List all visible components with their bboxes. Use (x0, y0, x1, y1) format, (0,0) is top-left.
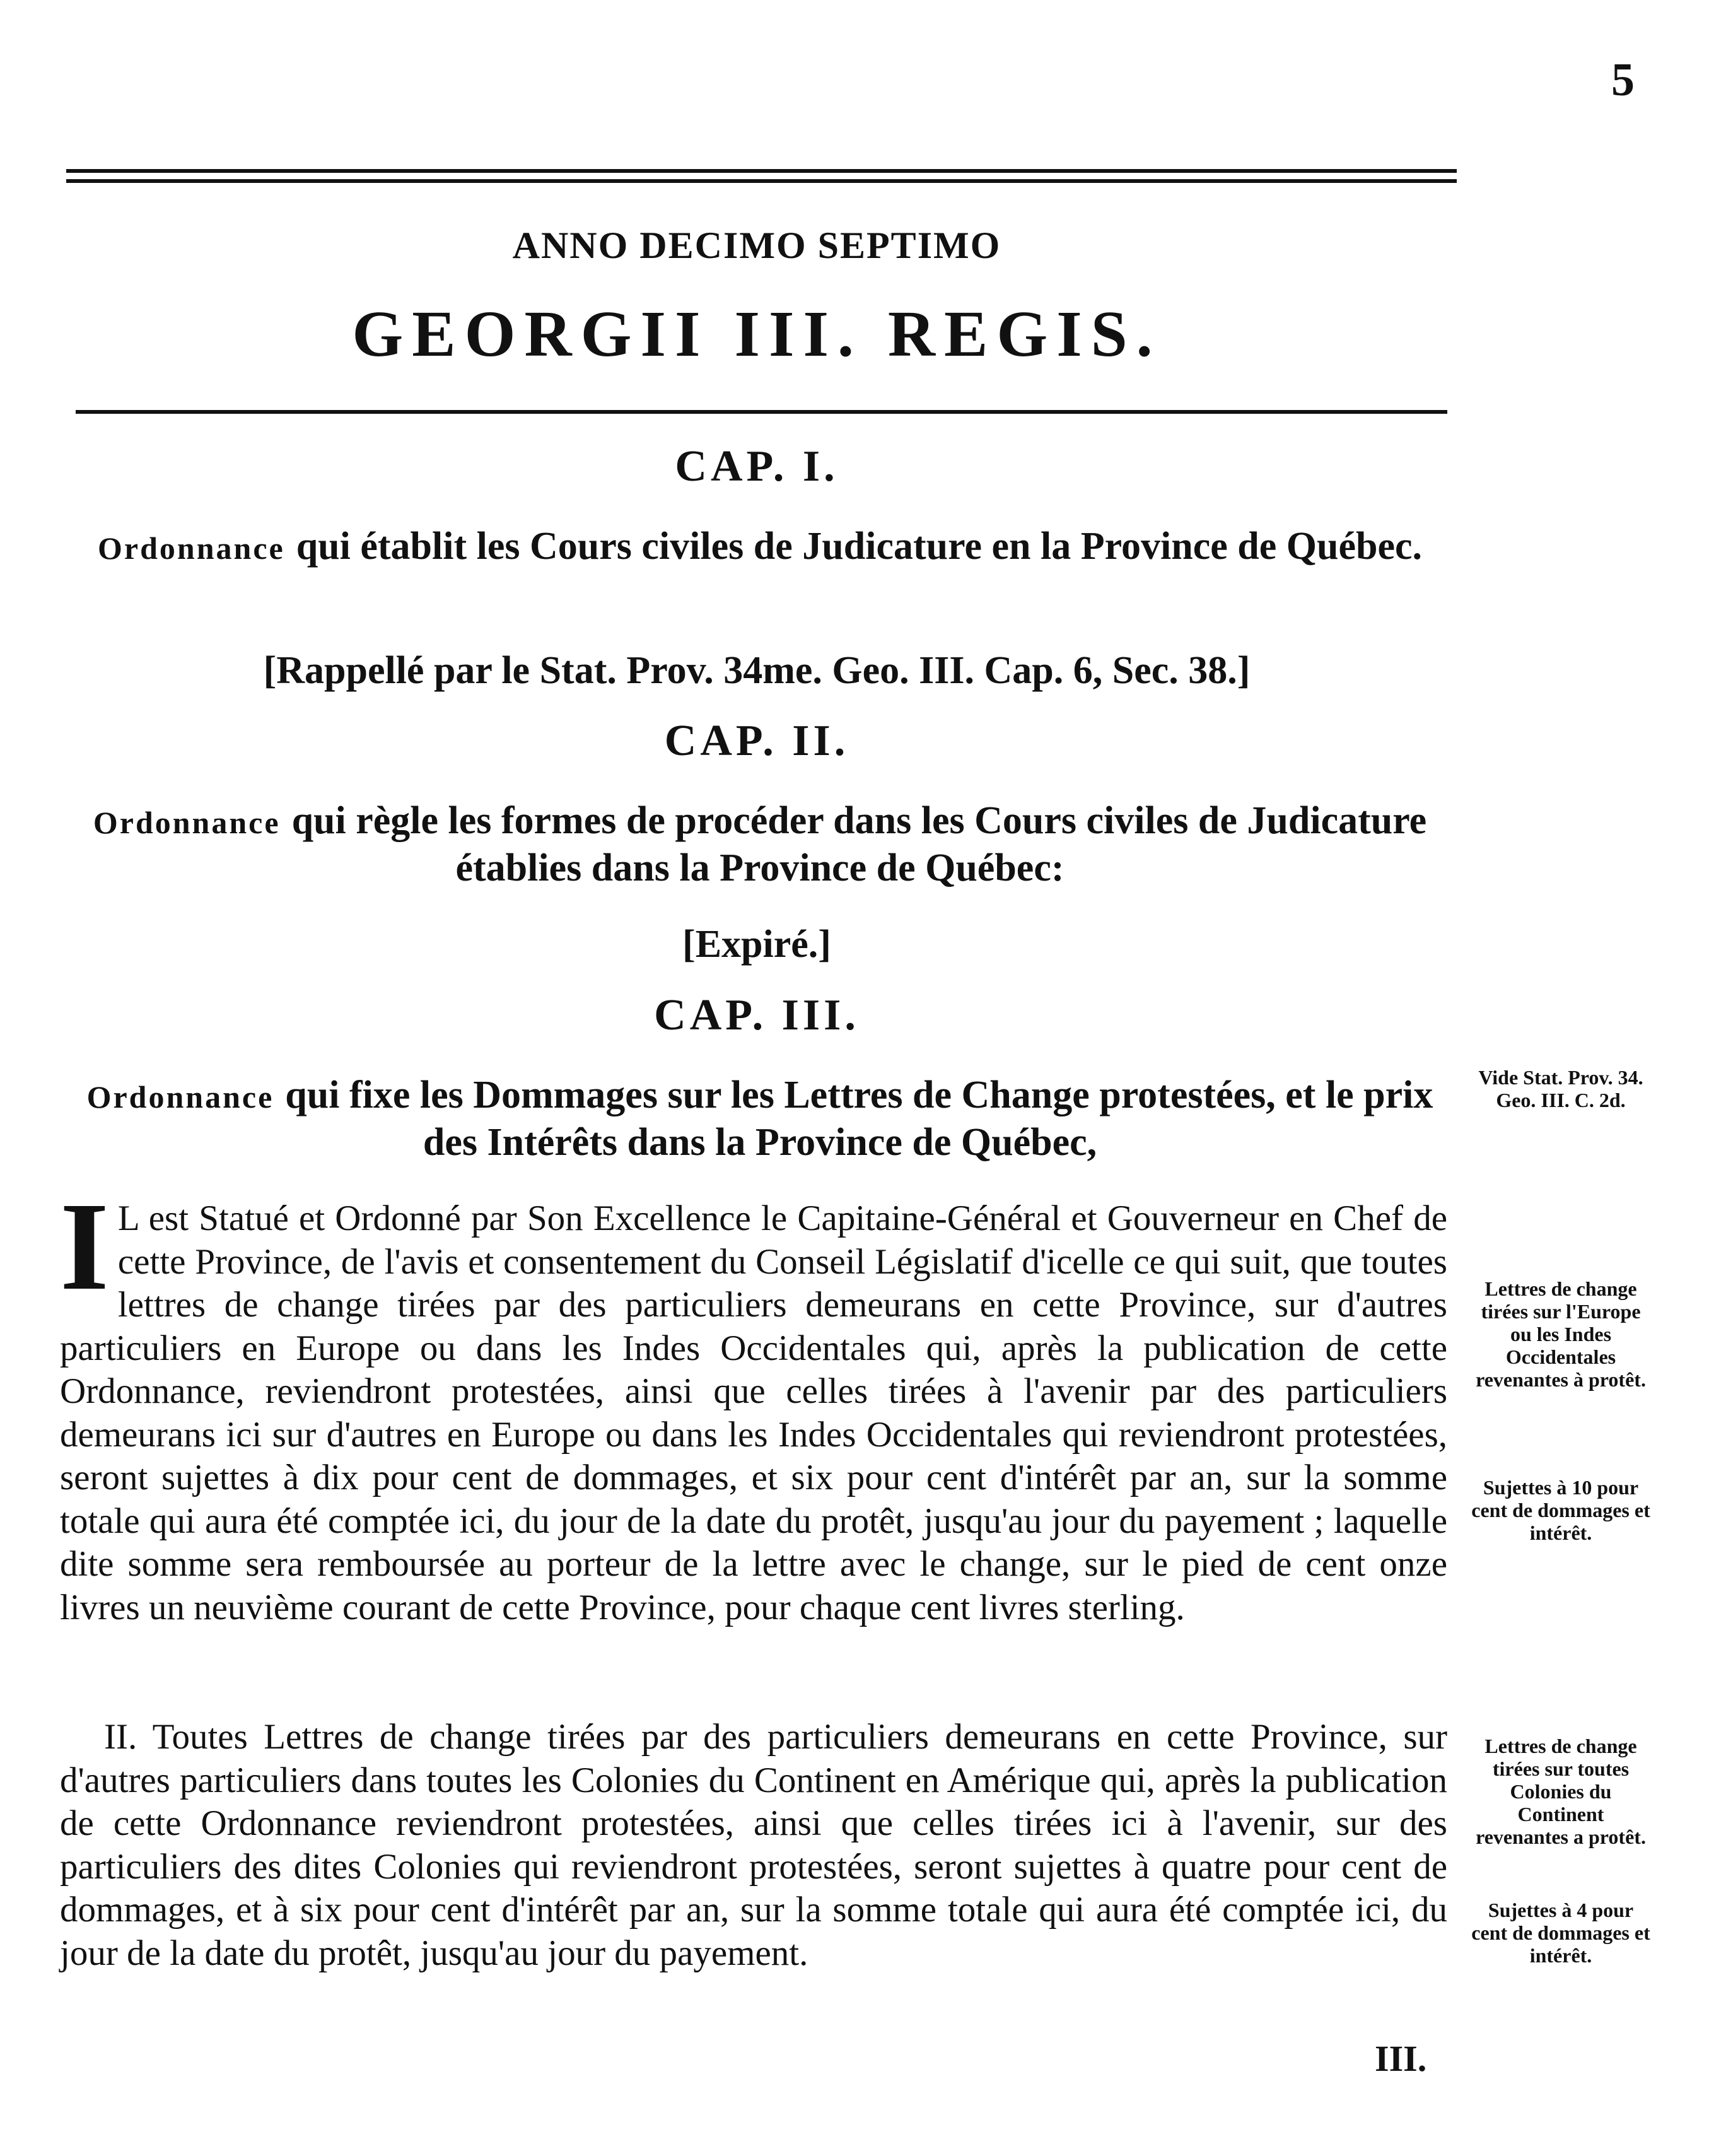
margin-note-sujettes-4: Sujettes à 4 pour cent de dommages et intérêt. (1471, 1899, 1650, 1967)
cap-3-title-text: qui fixe les Dommages sur les Lettres de Change protestées, et le prix des Intérêts dans la Province de Québec, (285, 1074, 1433, 1164)
header-double-rule (66, 169, 1457, 183)
cap-1-title (57, 524, 1463, 571)
regis-heading: GEORGII III. REGIS. (352, 298, 1162, 370)
ordonnance-label: Ordonnance (98, 530, 285, 566)
cap-3-title (57, 1072, 1463, 1165)
margin-note-lettres-europe: Lettres de change tirées sur l'Europe ou les Indes Occidentales revenantes à protêt. (1476, 1277, 1646, 1391)
cap-3-heading: CAP. III. (654, 991, 860, 1040)
ordonnance-label: Ordonnance (93, 805, 281, 840)
paragraph-2: II. Toutes Lettres de change tirées par des particuliers demeurans en cette Province, sur d'autres particuliers dans toutes les Colonies du Continent en Amérique qui, après la publication de cette Ordonnance reviendront protestées, ainsi que celles tirées ici à l'avenir, sur des particuliers des dites Colonies qui reviendront protestées, seront sujettes à quatre pour cent de dommages, et à six pour cent d'intérêt par an, sur la somme totale qui aura été comptée ici, du jour de la date du protêt, jusqu'au jour du payement. (60, 1717, 1447, 1973)
heading-rule (76, 410, 1447, 414)
cap-2-heading: CAP. II. (664, 717, 849, 765)
margin-note-lettres-colonies: Lettres de change tirées sur toutes Colonies du Continent revenantes a protêt. (1476, 1735, 1646, 1848)
paragraph-1-text: L est Statué et Ordonné par Son Excellence le Capitaine-Général et Gouverneur en Chef de cette Province, de l'avis et consentement du Conseil Législatif d'icelle ce qui suit, que toutes lettres de change tirées par des particuliers demeurans en cette Province, sur d'autres particuliers en Europe ou dans les Indes Occidentales qui, après la publication de cette Ordonnance, reviendront protestées, ainsi que celles tirées à l'avenir par des particuliers demeurans ici sur d'autres en Europe ou dans les Indes Occidentales qui reviendront protestées, seront sujettes à dix pour cent de dommages, et six pour cent d'intérêt par an, sur la somme totale qui aura été comptée ici, du jour de la date du protêt, jusqu'au jour du payement ; laquelle dite somme sera remboursée au porteur de la lettre avec le change, sur le pied de cent onze livres un neuvième courant de cette Province, pour chaque cent livres sterling. (60, 1198, 1447, 1627)
cap-2-title (57, 798, 1463, 891)
ordonnance-label: Ordonnance (86, 1079, 274, 1115)
cap-1-title-text: qui établit les Cours civiles de Judicature en la Province de Québec. (296, 525, 1422, 568)
cap-1-heading: CAP. I. (675, 442, 839, 491)
cap-1-note: [Rappellé par le Stat. Prov. 34me. Geo. III. Cap. 6, Sec. 38.] (263, 649, 1251, 692)
drop-cap: I (60, 1177, 109, 1316)
anno-heading: ANNO DECIMO SEPTIMO (512, 225, 1001, 266)
page-number: 5 (1611, 54, 1635, 106)
cap-2-title-text: qui règle les formes de procéder dans les Cours civiles de Judicature établies dans la Province de Québec: (291, 799, 1427, 889)
catchword: III. (1375, 2038, 1427, 2079)
paragraph-1 (60, 1177, 1447, 1629)
margin-note-vide-stat: Vide Stat. Prov. 34. Geo. III. C. 2d. (1478, 1066, 1643, 1111)
cap-2-note: [Expiré.] (682, 923, 831, 966)
margin-note-sujettes-10: Sujettes à 10 pour cent de dommages et intérêt. (1471, 1476, 1650, 1544)
